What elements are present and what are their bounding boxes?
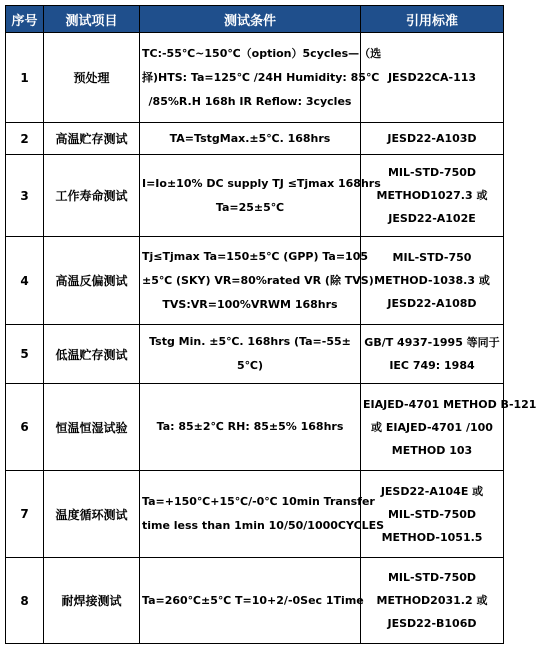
header-test-item: 测试项目 (44, 6, 140, 33)
reference-line: EIAJED-4701 METHOD B-121 (363, 397, 536, 411)
reference-line: METHOD 103 (391, 443, 473, 457)
table-row (6, 155, 504, 237)
row-number: 2 (6, 123, 44, 155)
table-header-row (6, 6, 504, 33)
reference-standard (361, 471, 504, 558)
header-no: 序号 (6, 6, 44, 33)
reference-line: JESD22CA-113 (387, 71, 477, 84)
header-reference-standard: 引用标准 (361, 6, 504, 33)
test-condition (140, 384, 361, 471)
reference-line: METHOD-1038.3 或 (374, 274, 490, 287)
reference-line: METHOD1027.3 或 (376, 189, 488, 202)
condition-line: Ta=260℃±5℃ T=10+2/-0Sec 1Time (142, 593, 364, 607)
test-condition (140, 155, 381, 237)
row-number: 5 (6, 325, 44, 384)
reference-line: JESD22-A102E (388, 212, 476, 225)
condition-line: 5℃) (236, 359, 263, 372)
test-condition (140, 237, 374, 325)
row-number: 6 (6, 384, 44, 471)
reference-line: JESD22-A103D (387, 132, 477, 145)
test-item: 预处理 (44, 33, 140, 123)
reference-line: JESD22-B106D (387, 617, 477, 630)
condition-line: Ta=+150℃+15℃/-0℃ 10min Transfer (142, 495, 375, 508)
row-number: 4 (6, 237, 44, 325)
condition-line: time less than 1min 10/50/1000CYCLES (142, 519, 385, 532)
table-row (6, 33, 504, 123)
condition-line: Ta=25±5℃ (215, 200, 285, 214)
condition-line: ±5℃ (SKY) VR=80%rated VR (除 TVS) (142, 273, 374, 287)
header-test-condition: 测试条件 (140, 6, 361, 33)
condition-line: /85%R.H 168h IR Reflow: 3cycles (148, 94, 352, 108)
test-item: 耐焊接测试 (44, 558, 140, 644)
table-row (6, 471, 504, 558)
reference-line: MIL-STD-750D (387, 166, 477, 179)
condition-line: Tstg Min. ±5℃. 168hrs (Ta=-55± (149, 335, 351, 348)
reference-line: IEC 749: 1984 (389, 359, 475, 372)
test-condition (140, 558, 364, 644)
test-condition (140, 33, 382, 123)
condition-line: TA=TstgMax.±5℃. 168hrs (169, 131, 331, 145)
test-item: 高温反偏测试 (44, 237, 140, 325)
reference-line: JESD22-A108D (387, 297, 477, 310)
reference-standard (361, 384, 536, 471)
row-number: 3 (6, 155, 44, 237)
reference-line: MIL-STD-750 (392, 251, 472, 264)
table-row (6, 384, 504, 471)
reference-standard (361, 325, 504, 384)
reference-line: METHOD2031.2 或 (376, 594, 488, 607)
table-row (6, 237, 504, 325)
test-item: 温度循环测试 (44, 471, 140, 558)
reference-line: 或 EIAJED-4701 /100 (371, 420, 493, 434)
table-row (6, 325, 504, 384)
reference-standard (361, 237, 504, 325)
test-condition (140, 471, 385, 558)
condition-line: TC:-55℃~150℃（option）5cycles—（选 (142, 46, 382, 60)
reference-line: MIL-STD-750D (387, 507, 477, 521)
test-condition (140, 123, 361, 155)
table-row (6, 558, 504, 644)
reference-standard (361, 155, 504, 237)
reference-line: MIL-STD-750D (387, 571, 477, 584)
test-item: 恒温恒湿试验 (44, 384, 140, 471)
reference-line: METHOD-1051.5 (381, 530, 483, 544)
condition-line: Tj≤Tjmax Ta=150±5℃ (GPP) Ta=105 (142, 249, 369, 263)
reference-standard (361, 558, 504, 644)
condition-line: Ta: 85±2℃ RH: 85±5% 168hrs (156, 420, 344, 433)
test-condition (140, 325, 361, 384)
condition-line: I=Io±10% DC supply TJ ≤Tjmax 168hrs (142, 176, 381, 190)
reliability-test-table (5, 5, 536, 644)
test-item: 低温贮存测试 (44, 325, 140, 384)
row-number: 8 (6, 558, 44, 644)
reference-line: JESD22-A104E 或 (380, 484, 484, 498)
row-number: 7 (6, 471, 44, 558)
test-item: 高温贮存测试 (44, 123, 140, 155)
condition-line: 择)HTS: Ta=125℃ /24H Humidity: 85℃ (142, 70, 380, 84)
reference-standard (361, 33, 504, 123)
reference-standard (361, 123, 504, 155)
test-item: 工作寿命测试 (44, 155, 140, 237)
reference-line: GB/T 4937-1995 等同于 (364, 336, 500, 349)
condition-line: TVS:VR=100%VRWM 168hrs (162, 297, 338, 311)
table-row (6, 123, 504, 155)
row-number: 1 (6, 33, 44, 123)
